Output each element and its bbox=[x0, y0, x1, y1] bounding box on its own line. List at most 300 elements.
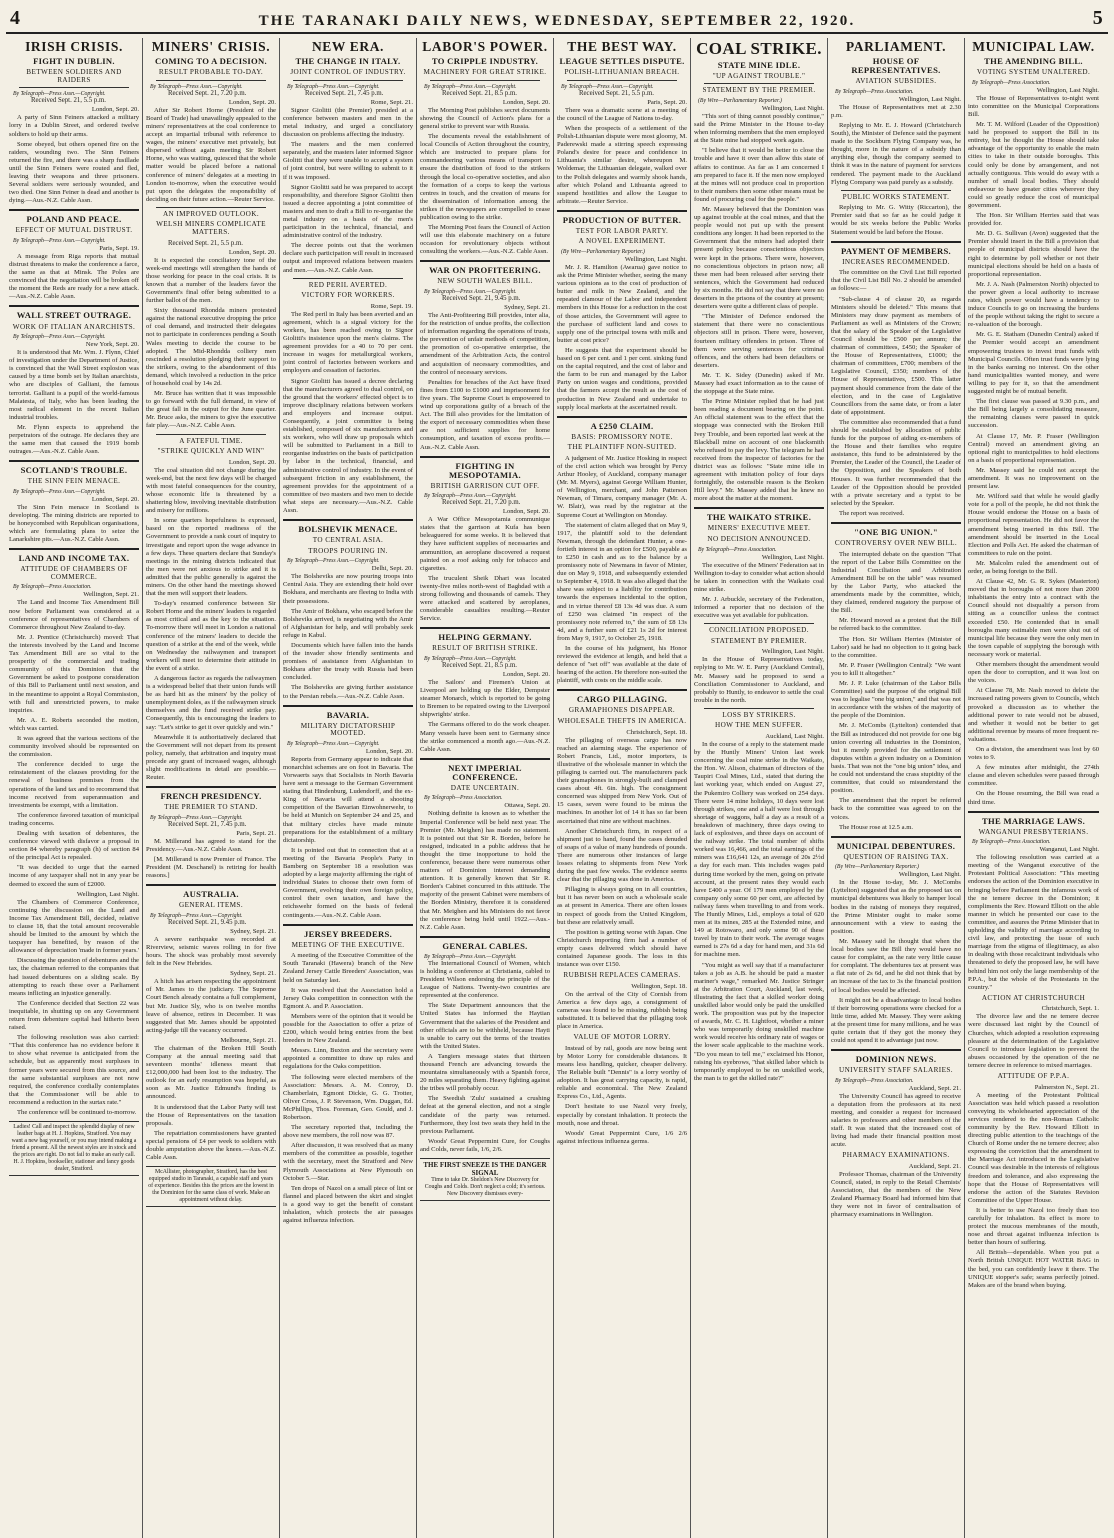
article-paragraph: The position is getting worse with Japan. One Christchurch importing firm had a number of empty cases delivered which should have contained Japanese goods. The loss in this instance was over £150. bbox=[557, 928, 687, 969]
article-paragraph: A dangerous factor as regards the railwaymen is a widespread belief that their union funds will be as hard hit as the miners' by the policy of unemployment doles, as if the railwaymen struck themselves and the fund received strike pay. Consequently, this is encouraging the leaders to say: "Let's strike to get it over quickly and win." bbox=[146, 675, 276, 731]
dateline: London, Sept. 20. bbox=[228, 248, 276, 256]
divider bbox=[831, 836, 961, 838]
article-deck: ATTITUDE OF P.P.A. bbox=[997, 1072, 1070, 1081]
byline: By Telegraph—Press Assn.—Copyright. bbox=[13, 91, 106, 98]
divider bbox=[420, 260, 550, 262]
article-paragraph: The divorce law and the ne temere decree were discussed last night by the Council of Churches, which adopted a resolution expressing pleasure at the determination of the Legislative Council to introduce legislation to prevent the abuses occasioned by the operation of the ne temere decree in reference to mixed marriages. bbox=[968, 1013, 1099, 1069]
article-paragraph: The committee on the Civil List Bill reported that the Civil List Bill No. 2 should be amended as follows:— bbox=[831, 269, 961, 293]
article-subheadline: AUSTRALIA. bbox=[183, 889, 239, 900]
article-deck: "UP AGAINST TROUBLE." bbox=[712, 71, 806, 80]
article-paragraph: There was a dramatic scene at a meeting of the council of the League of Nations to-day. bbox=[557, 106, 687, 122]
article-paragraph: The Germans offered to do the work cheaper. Many vessels have been sent to Germany since the strike commenced a month ago.—Aus.-N.Z. Cable Assn. bbox=[420, 721, 550, 753]
divider bbox=[831, 1049, 961, 1051]
article-paragraph: Mr. D. G. Sullivan (Avon) suggested that the Premier should insert in the Bill a provision that people of municipal districts should have the right to determine by poll whether or not their municipal elections should be held on a basis of proportional representation. bbox=[968, 230, 1099, 278]
article-subheadline: POLAND AND PEACE. bbox=[26, 214, 122, 225]
column-1 bbox=[6, 38, 143, 1538]
dateline: Sydney, Sept. 21. bbox=[230, 927, 276, 935]
article-paragraph: To-day's resumed conference between Sir Robert Horne and the miners' leaders is regarded as most critical and as the key to the situation. To-morrow there will meet in London a national conference of the miners' leaders to decide the question of a strike at the end of the week, while on Wednesday the railwaymen and transport workers will meet to determine their attitude in the event of a strike. bbox=[146, 600, 276, 672]
article-paragraph: The Sinn Fein menace in Scotland is developing. The mining districts are reported to be honeycombed with Republican organisations, which are formulating plans to seize the Lanarkshire pits.—Aus.-N.Z. Cable Assn. bbox=[9, 503, 139, 544]
article-paragraph: In the House to-day, Mr. J. McCombs (Lyttelton) suggested that as the proposed tax on municipal debentures was likely to hamper local bodies in the raising of moneys they required, the Prime Minister ought to make some announcement with a view to easing the position. bbox=[831, 879, 961, 935]
article-deck: PUBLIC WORKS STATEMENT. bbox=[842, 192, 950, 201]
article-paragraph: A judgment of Mr. Justice Hosking in respect of the civil action which was brought by Percy Arthur Hooley, of Auckland, company manager (Mr. M. Myers), against George William Hunter, of Wellington, merchant, and John Patterson Newman, of Timaru, company manager (Mr. A. W. Blair), was read by the registrar at the Supreme Court at Wellington on Monday. bbox=[557, 454, 687, 519]
byline: By Telegraph—Press Assn.—Copyright. bbox=[150, 83, 243, 90]
dateline: Sydney, Sept. 21. bbox=[504, 304, 550, 312]
dateline: London, Sept. 20. bbox=[365, 747, 413, 755]
article-headline: PARLIAMENT. bbox=[845, 39, 947, 54]
article-deck: GRAMAPHONES DISAPPEAR. bbox=[568, 706, 676, 715]
advertisement bbox=[9, 1121, 139, 1176]
byline: By Telegraph—Press Assn.—Copyright. bbox=[13, 488, 106, 495]
byline: By Telegraph—Press Association. bbox=[835, 1077, 914, 1084]
article-paragraph: The committee also recommended that a fund should be established by allocation of public funds for the purpose of aiding ex-members of the House and their families who require assistance, this fund to be administered by the Premier, the Leader of the Council, the Leader of the Opposition, and the Speakers of both Houses. It was further recommended that the Leader of the Opposition should be provided with a private secretary and a typist to be selected by the Speaker. bbox=[831, 418, 961, 507]
divider bbox=[557, 416, 687, 418]
dateline: Palmerston N., Sept. 21. bbox=[1034, 1083, 1099, 1091]
article-deck: STATEMENT BY THE PREMIER. bbox=[702, 86, 816, 95]
article-subheadline: THE WAIKATO STRIKE. bbox=[706, 512, 812, 523]
article-paragraph: Mr. T. K. Sidey (Dunedin) asked if Mr. Massey had exact information as to the cause of the stoppage at the State mine. bbox=[694, 371, 824, 396]
article-paragraph: "You might as well say that if a manufacturer takes a job as A.B. he should be paid a master mariner's wage," remarked Mr. Justice Stringer at the Arbitration Court, Auckland, last week, illustrating the fact that a skilled worker doing unskilled labor would only be paid the unskilled work. The proposition was put by the inspector of awards, Mr. C. H. Lightfoot, whether a miner who was temporarily doing unskilled machine work would receive his ordinary rate of wages or the lower scale applicable to the machine work. "Do you mean to tell me," exclaimed his Honor, raising his eyebrows, "that skilled labor which is temporarily employed to be on unskilled work, the man is to get the skilled rate?" bbox=[694, 961, 824, 1082]
article-paragraph: The interrupted debate on the question "That the report of the Labor Bills Committee on the Industrial Conciliation and Arbitration Amendment Bill be on the table" was resumed by the Labor Party, who attacked the amendments made by the committee, which, they claimed, rendered nugatory the purpose of the Bill. bbox=[831, 550, 961, 615]
dateline: London, Sept. 20. bbox=[502, 98, 550, 106]
dateline: Rome, Sept. 19. bbox=[370, 302, 413, 310]
dateline: Wellington, Sept. 18. bbox=[631, 982, 687, 990]
advertisement-text: Time to take Dr. Sheldon's New Discovery for Coughs and Colds. Don't neglect a cold; it's serious. New Discovery dismisses every- bbox=[424, 1177, 546, 1198]
column-2 bbox=[143, 38, 280, 1538]
dateline: Wanganui, Last Night. bbox=[1039, 846, 1099, 854]
article-paragraph: "Sub-clause 4 of clause 20, as regards Ministers should be deleted." This means that Ministers may draw payment as members of Parliament as well as Ministers of the Crown; that the salary of the Speaker of the Legislative Council should be £500 per annum; the chairman of committees, £450; the Speaker of the House of Representatives, £1000; the chairman of committees, £700; members of the Legislative Council, £350; members of the House of Representatives, £500. This latter payment should commence from the date of the election, and in the case of Legislative Councillors from the same date, or from a later date of appointment. bbox=[831, 295, 961, 416]
article-subheadline: DOMINION NEWS. bbox=[855, 1054, 937, 1065]
article-paragraph: The Hon. Sir William Herries said that was provided for. bbox=[968, 212, 1099, 228]
dateline: Wellington, Last Night. bbox=[1036, 86, 1099, 94]
article-subheadline: PAYMENT OF MEMBERS. bbox=[840, 245, 952, 256]
article-subheadline: BOLSHEVIK MENACE. bbox=[298, 524, 398, 535]
article-subheadline: THE MARRIAGE LAWS. bbox=[981, 815, 1086, 826]
column-6 bbox=[691, 38, 828, 1538]
article-paragraph: Mr. Massey believed that the Dominion was up against trouble at the coal mines, and that the people would not put up with the present conditions any longer. It had been reported to the Government that the miners had adopted their present policy because conscientious objectors were kept in the prisons. There were, however, no conscientious objectors in prison now; all these men had been released after serving their sentences, which the Government had reduced by six months. He did not say that there were no deserters in the prisons of the country at present; deserters were quite a different class of people. bbox=[694, 206, 824, 311]
article-subheadline: A £250 CLAIM. bbox=[590, 420, 654, 431]
article-deck: MACHINERY FOR GREAT STRIKE. bbox=[423, 68, 547, 77]
divider bbox=[156, 207, 266, 208]
article-paragraph: It is understood that the Labor Party will test the House of Representatives on the taxation proposals. bbox=[146, 1103, 276, 1127]
advertisement bbox=[146, 1166, 276, 1207]
dateline: Wellington, Last Night. bbox=[761, 104, 824, 112]
article-paragraph: The conference decided to urge the reinstatement of the clauses providing for the renewal of business premises from the operations of the land tax and to recommend that income received from superannuation and investments be exempt, with a limitation. bbox=[9, 761, 139, 809]
article-subheadline: "ONE BIG UNION." bbox=[854, 527, 938, 538]
article-subheadline: PRODUCTION OF BUTTER. bbox=[562, 214, 682, 225]
article-paragraph: A Tangiers message states that thirteen thousand French are advancing towards the mountains simultaneously with a Spanish force, 20 miles separating them. Heavy fighting against the tribes will probably occur. bbox=[420, 1052, 550, 1093]
article-paragraph: The House of Representatives met at 2.30 p.m. bbox=[831, 103, 961, 119]
article-subheadline: LAND AND INCOME TAX. bbox=[18, 553, 130, 564]
divider bbox=[420, 627, 550, 629]
article-paragraph: The Land and Income Tax Amendment Bill now before Parliament was considered at a conference of representatives of Chambers of Commerce throughout New Zealand to-day. bbox=[9, 599, 139, 631]
dateline: Wellington, Last Night. bbox=[761, 648, 824, 656]
dateline: Christchurch, Sept. 18. bbox=[626, 728, 687, 736]
article-paragraph: Mr. G. E. Statham (Dunedin Central) asked if the Premier would accept an amendment empowering trustees to invest trust funds with Municipal Councils. Often trust funds were lying in the banks earning no interest. On the other hand municipalities wanted money, and were willing to pay for it, so that the amendment suggested might be of mutual benefit. bbox=[968, 331, 1099, 396]
article-subheadline: FRENCH PRESIDENCY. bbox=[160, 791, 262, 802]
divider bbox=[557, 210, 687, 212]
article-subheadline: JERSEY BREEDERS. bbox=[303, 928, 393, 939]
article-paragraph: The repatriation commissioners have granted special pensions of £4 per week to soldiers with double amputation above the knees.—Aus.-N.Z. Cable Assn. bbox=[146, 1129, 276, 1162]
article-paragraph: A few minutes after midnight, the 274th clause and eleven schedules were passed through committee. bbox=[968, 764, 1099, 788]
article-subheadline: LEAGUE SETTLES DISPUTE. bbox=[559, 56, 685, 67]
article-paragraph: "This sort of thing cannot possibly continue," said the Prime Minister in the House to-day when informing members that the men employed at the State mine had stopped work again. bbox=[694, 112, 825, 145]
article-paragraph: The conference favored taxation of municipal trading concerns. bbox=[9, 811, 139, 827]
article-deck: CONTROVERSY OVER NEW BILL. bbox=[834, 539, 958, 548]
byline: By Telegraph—Press Association. bbox=[424, 795, 503, 802]
article-deck: MILITARY DICTATORSHIP MOOTED. bbox=[300, 721, 396, 738]
article-paragraph: The House rose at 12.5 a.m. bbox=[839, 823, 913, 831]
article-subheadline: TO CRIPPLE INDUSTRY. bbox=[431, 56, 539, 67]
divider bbox=[156, 434, 266, 435]
article-subheadline: HOUSE OF REPRESENTATIVES. bbox=[851, 56, 941, 76]
article-paragraph: The truculent Sheik Dhari was located twenty-five miles north-west of Baghdad with a strong following and thousands of camels. They were attacked and scattered by aeroplanes, considerable casualties resulting.—Reuter Service. bbox=[420, 574, 550, 623]
article-paragraph: Mr. Wilford said that while he would gladly vote for a poll of the people, he did not think the House would endorse the House on a basis of proportional representation. He did not favor the amendment being inserted in this Bill. The amendment should be inserted in the Local Election and Polls Act. He asked the chairman of committees to rule on the point. bbox=[968, 493, 1099, 557]
divider bbox=[293, 278, 403, 279]
byline: By Telegraph—Press Assn.—Copyright. bbox=[150, 912, 243, 919]
article-paragraph: It might not be a disadvantage to local bodies if their borrowing operations were checked for a little time, added Mr. Massey. They were asking at the present time for many millions, and he was quite certain that if they got the money they could not spend it to advantage just now. bbox=[831, 996, 962, 1045]
article-paragraph: Nothing definite is known as to whether the Imperial Conference will be held next year. The Premier (Mr. Meighen) has made no statement. It is pointed out that Sir R. Borden, before he resigned, indicated in a public address that he thought the time inopportune to hold the conference, because there were numerous other matters of Dominion interest demanding attention. It is generally known that Sir R. Borden's Cabinet concurred in this attitude. The majority of the present Cabinet were members of the Borden Ministry, therefore it is considered that Mr. Meighen and his Ministers do not favor the conference being held until 1922.—Aus.-N.Z. Cable Assn. bbox=[420, 810, 550, 931]
article-paragraph: M. Millerand has agreed to stand for the Presidency.—Aus.-N.Z. Cable Assn. bbox=[146, 837, 276, 853]
divider bbox=[704, 623, 814, 624]
article-paragraph: Mr. J. McCombs (Lyttelton) contended that the Bill as introduced did not provide for one big union covering all industries in the Dominion, but it merely provided for the settlement of disputes within a given industry on a Dominion basis. That was not the "one big union" idea, and he could not understand the crass stupidity of the committee, that could so misunderstand the position. bbox=[831, 722, 961, 795]
divider bbox=[694, 507, 824, 509]
article-paragraph: The report was received. bbox=[839, 509, 905, 517]
article-paragraph: The following were elected members of the Association: Messrs. A. M. Conroy, D. Chamberlain, Egmont Dickie, G. G. Trotter, Oliver Cross, J. P. Stevenson, Wm. Duggan, Ed. McPhillips, Thos. Foreman, Geo. Gould, and J. Robertson. bbox=[283, 1073, 413, 1122]
article-paragraph: A severe earthquake was recorded at Riverview, seismic waves rolling in for five hours. The shock was probably most severely felt in the New Hebrides. bbox=[146, 935, 276, 968]
article-deck: UNIVERSITY STAFF SALARIES. bbox=[839, 1066, 953, 1075]
masthead bbox=[6, 6, 1108, 34]
article-deck: ATTITUDE OF CHAMBERS OF COMMERCE. bbox=[20, 565, 128, 581]
byline: By Telegraph—Press Assn.—Copyright. bbox=[150, 814, 243, 821]
article-deck: INCREASES RECOMMENDED. bbox=[842, 257, 950, 266]
article-subheadline: WALL STREET OUTRAGE. bbox=[16, 310, 132, 321]
article-deck: GENERAL ITEMS. bbox=[178, 901, 244, 910]
received-line: Received Sept. 21, 7.45 p.m. bbox=[168, 820, 247, 828]
dateline: Wellington, Last Night. bbox=[898, 95, 961, 103]
byline: By Telegraph—Press Assn.—Copyright. bbox=[424, 953, 517, 960]
byline: By Telegraph—Press Assn.—Copyright. bbox=[13, 237, 106, 244]
byline: By Telegraph—Press Assn.—Copyright. bbox=[424, 493, 517, 500]
article-paragraph: The Hon. Sir William Herries (Minister of Labor) said he had no objection to it going back to the committee. bbox=[831, 635, 961, 659]
article-paragraph: The University Council has agreed to receive a deputation from the professors at its next meeting, and consider a request for increased salaries to professors and other members of the staff. It was stated that the increased cost of living had made their financial position most acute. bbox=[831, 1092, 961, 1149]
article-paragraph: Mr. T. M. Wilford (Leader of the Opposition) said he proposed to support the Bill in its entirety, but he thought the House should take advantage of the opportunity to enable the main cities to take in their outside boroughs. This could only be done by arrangement, and not actually contiguous. This would do away with a number of small local bodies. They should endeavour to have greater cities wherever they could so greatly reduce the cost of municipal government. bbox=[968, 121, 1099, 209]
article-deck: LOSS BY STRIKERS. bbox=[722, 710, 796, 719]
advertisement-text: McAllister, photographer, Stratford, has the best equipped studio in Taranaki, a capable staff and years of experience. Besides this the prices are the lowest in the Dominion for the same class of work. Make an appointment without delay. bbox=[148, 1169, 274, 1204]
article-paragraph: It was agreed that the various sections of the community involved should be represented on the commission. bbox=[9, 734, 139, 759]
article-headline: MINERS' CRISIS. bbox=[151, 39, 271, 54]
divider bbox=[283, 924, 413, 926]
article-subheadline: COMING TO A DECISION. bbox=[155, 56, 267, 67]
article-paragraph: The conference will be continued to-morrow. bbox=[17, 1109, 137, 1116]
received-line: Received Sept. 21, 8.5 p.m. bbox=[442, 89, 517, 97]
article-deck: WELSH MINERS COMPLICATE MATTERS. bbox=[156, 220, 266, 236]
article-deck: RUBBISH REPLACES CAMERAS. bbox=[563, 971, 681, 980]
article-paragraph: The executive of the Miners' Federation sat in Wellington to-day to consider what action should be taken in connection with the Waikato coal mine strike. bbox=[694, 561, 824, 593]
dateline: Wellington, Last Night. bbox=[761, 553, 824, 561]
article-deck: DATE UNCERTAIN. bbox=[450, 783, 520, 792]
article-paragraph: Documents which have fallen into the hands of the invader show friendly sentiments and promises of assistance from Afghanistan to Bokhara after the treaty with Russia had been concluded. bbox=[283, 641, 413, 682]
article-paragraph: The State Department announces that the United States has informed the Haytian Government that the salaries of the President and other officials are to be withheld, because Hayti is unable to carry out the terms of the treaties with the United States. bbox=[420, 1002, 550, 1050]
column-7 bbox=[828, 38, 965, 1538]
article-deck: TROOPS POURING IN. bbox=[308, 546, 388, 555]
received-line: Received Sept. 21, 7.45 p.m. bbox=[305, 89, 384, 97]
received-line: Received Sept. 21, 5.5 p.m. bbox=[31, 97, 106, 105]
article-paragraph: Mr. A. E. Roberts seconded the motion, which was carried. bbox=[9, 716, 139, 732]
article-paragraph: Pillaging is always going on in all countries, but it has never been on such a wholesale scale as at present in America. There are often losses in respect of goods from the United Kingdom, but these are relatively small. bbox=[557, 886, 687, 926]
article-paragraph: In the course of a reply to the statement made by the Huntly Miners' Union last week concerning the coal mine strike in the Waikato, the Hon. W. Alison, chairman of directors of the Taupiri Coal Mines, Ltd., stated that during the last working year, which ended on August 27, the Pukemiro Colliery was worked on 254 days. There were 14 mine holidays, 10 days were lost through strikes, one and a half were lost through shortage of waggons, half a day as a result of a breakdown of machinery, three days owing to lack of explosives, and three days on account of the railway strike. The total number of shifts worked was 16,466, and the total earnings of the miners was £16,641 12s, an average of 20s 2½d a day for each man. This includes wages paid during time worked by the men, going on private account, at the present rates they would each have £400 a year. Of 179 men employed by the company only some 60 per cent, are affected by railway fares when travelling to and from work. The Huntly Mines, Ltd., employs a total of 620 men at its mines, 285 at the Extended mine, and 149 at Rotowaro, and only some 90 of these travel by train to their work. The average wages earned is 27s 6d a day for hand men, and 31s 6d for machine men. bbox=[694, 741, 824, 959]
dateline: Wellington, Sept. 21. bbox=[83, 591, 139, 599]
article-paragraph: Signor Giolitti has issued a decree declaring that the manufacturers agreed to dual control, on the ground that the workers' effected object is to improve disciplinary relations between workers and employers and increase output. Consequently, a joint committee is being established, composed of six manufacturers and six workers, who will draw up proposals which will be submitted to Parliament in a Bill to reorganise industries on the basis of participation by labor in the technical, financial, and administrative control of industry. In the event of subsequent friction in any establishment, the agreement provides for the appointment of a committee of two masters and two men to decide what steps are necessary.—Aus.-N.Z. Cable Assn. bbox=[283, 377, 413, 514]
divider bbox=[156, 80, 266, 81]
article-subheadline: CARGO PILLAGING. bbox=[576, 694, 668, 705]
dateline: Ottawa, Sept. 20. bbox=[504, 802, 550, 810]
article-subheadline: HELPING GERMANY. bbox=[438, 632, 532, 643]
columns-container bbox=[6, 38, 1108, 1538]
divider bbox=[9, 460, 139, 462]
article-headline: COAL STRIKE. bbox=[696, 39, 822, 58]
article-paragraph: Reports from Germany appear to indicate that monarchist schemes are on foot in Bavaria. The Vorwaerts says that Socialists in North Bavaria have sent a message to the German Government stating that Hindenburg, Ludendorff, and the ex-King of Bavaria will attend a shooting competition of the Bavarian Einwohnerwehr, to be held at Munich on September 24 and 25, and that military circles have made minute preparations for the establishment of a military dictatorship. bbox=[283, 755, 413, 844]
article-deck: AN IMPROVED OUTLOOK. bbox=[162, 209, 260, 218]
article-paragraph: The Bolsheviks are giving further assistance to the Persian rebels.—Aus.-N.Z. Cable Assn. bbox=[283, 684, 413, 700]
article-paragraph: A message from Riga reports that mutual distrust threatens to make the conference a farce, the same as that at Minsk. The Poles are convinced that the negotiation will be broken off the moment the Reds are ready for a new attack.—Aus.-N.Z. Cable Assn. bbox=[9, 252, 139, 301]
byline: By Telegraph—Press Association. bbox=[835, 88, 914, 95]
article-deck: VICTORY FOR WORKERS. bbox=[301, 291, 395, 300]
dateline: New York, Sept. 20. bbox=[85, 341, 139, 349]
article-deck: RED PERIL AVERTED. bbox=[308, 280, 388, 289]
article-deck: PHARMACY EXAMINATIONS. bbox=[842, 1151, 950, 1160]
divider bbox=[557, 689, 687, 691]
article-headline: NEW ERA. bbox=[311, 39, 385, 54]
dateline: Paris, Sept. 19. bbox=[99, 244, 139, 252]
article-paragraph: Members were of the opinion that it would be possible for the Association to offer a prize of £200, which would bring entries from the best breeders in New Zealand. bbox=[283, 1012, 413, 1045]
divider bbox=[283, 705, 413, 707]
article-deck: NO DECISION ANNOUNCED. bbox=[707, 534, 811, 543]
article-paragraph: Instead of by rail, goods are now being sent by Motor Lorry for considerable distances. It means less handling, quicker, cheaper delivery. The Reliable built "Dennis" is a lorry worthy of adoption. It has great carrying capacity, is rapid, reliable and economical. The New Zealand Express Co., Ltd., Agents. bbox=[557, 1044, 687, 1101]
dateline: London, Sept. 20. bbox=[91, 495, 139, 503]
article-paragraph: The following resolution was also carried: "That this conference has no evidence before it to show what revenue is anticipated from the schedule, but as apparently most surpluses in former years were secured from this source, and the same substantial surpluses are not now required, the conference cordially contemplates that the Commissioner will be able to recommend a reduction in the surtax rate." bbox=[9, 1034, 139, 1106]
divider bbox=[831, 522, 961, 524]
dateline: London, Sept. 20. bbox=[228, 98, 276, 106]
article-paragraph: The coal situation did not change during the week-end, but the next few days will be charged with most fateful consequences for the country, whose economic life is threatened by a shattering blow, involving inevitable distribution and misery for millions. bbox=[146, 466, 276, 515]
received-line: Received Sept. 21, 5.5 p.m. bbox=[579, 89, 654, 97]
article-paragraph: Discussing the question of debentures and the tax, the chairman referred to the companies that had issued debentures on a sliding scale. By attempting to reach these over a Parliament means inflicting an injustice generally. bbox=[9, 957, 139, 997]
article-paragraph: The documents reveal the establishment of local Councils of Action throughout the country, which are instructed to prepare plans for commandeering various means of transport to ensure the distribution of food to the strikers through the local co-operative societies, and also the formation of a corps to keep the various centres in touch, and the creation of means for the dissemination of information among the strikes if the newspapers are compelled to cease publication owing to the strike. bbox=[420, 133, 550, 221]
advertisement-text: Ladies! Call and inspect the splendid display of new leather bags at H. J. Hopkins, Stratford. You may want a new bag yourself, or you may intend making a friend a present. All the newest styles are in stock and the prices are right. Do not fail to make an early call. H. J. Hopkins, bookseller, stationer and fancy goods dealer, Stratford. bbox=[11, 1124, 137, 1173]
column-8 bbox=[965, 38, 1102, 1538]
dateline: Wellington, Last Night. bbox=[898, 871, 961, 879]
article-paragraph: On the arrival of the City of Cornish from America a few days ago, a consignment of cameras was found to be missing, rubbish being substituted. It is believed that the pillaging took place in America. bbox=[557, 990, 687, 1031]
article-deck: "STRIKE QUICKLY AND WIN" bbox=[157, 447, 265, 456]
article-paragraph: When the prospects of a settlement of the Polish-Lithuanian dispute were most gloomy, M. Paderewski made a stirring speech expressing Poland's desire for peace and confidence in Lithuania's similar desire, whereupon M. Woldemar, the Lithuanian delegate, walked over to the Polish delegates and warmly shook hands, after which Poland and Lithuania agreed to suspend hostilities and allow the League to arbitrate.—Reuter Service. bbox=[557, 124, 687, 205]
article-deck: BRITISH GARRISON CUT OFF. bbox=[430, 481, 540, 490]
article-subheadline: BAVARIA. bbox=[326, 709, 370, 720]
article-paragraph: "The Minister of Defence endorsed the statement that there were no conscientious objectors still in prison. There were, however, fourteen military offenders in prison. Three of them were serving sentences for criminal offences, and the others had been defaulters or deserters. bbox=[694, 313, 824, 369]
received-line: Received Sept. 21, 9.45 p.m. bbox=[442, 295, 521, 303]
article-paragraph: Messrs. Linn, Buxton and the secretary were appointed a committee to draw up rules and regulations for the Oaks competition. bbox=[283, 1047, 413, 1071]
article-deck: CONCILIATION PROPOSED. bbox=[709, 626, 809, 635]
article-paragraph: Mr. J. Arbuckle, secretary of the Federation, informed a reporter that no decision of the executive was yet available for publication. bbox=[694, 595, 824, 620]
article-deck: WANGANUI PRESBYTERIANS. bbox=[978, 827, 1089, 836]
article-paragraph: Signor Giolitti (the Premier) presided at a conference between masters and men in the metal industry, and urged a conciliatory discussion on problems affecting the industry. bbox=[283, 106, 413, 139]
masthead-title: THE TARANAKI DAILY NEWS, WEDNESDAY, SEPTEMBER 22, 1920. bbox=[258, 13, 856, 29]
byline: By Telegraph—Press Assn.—Copyright. bbox=[287, 740, 380, 747]
divider bbox=[968, 811, 1099, 813]
article-paragraph: Replying to Mr. G. Witty (Riccarton), the Premier said that so far as he could judge it would be six weeks before the Public Works Statement would be laid before the House. bbox=[831, 204, 961, 236]
article-subheadline: THE CHANGE IN ITALY. bbox=[295, 56, 401, 67]
article-paragraph: The Prime Minister replied that he had just been reading a document bearing on the point. An official statement was to the effect that the stoppage was connected with the Broken Hill Ivey Trouble, and been reported last week at the Blackball mine on account of one blacksmith who refused to pay the levy. The telegram he had received from the inspector of factories for the district was as follows: "State mine idle in agreement with imitation policy of four days fortnightly, the ostensible reason is the Broken Hill levy." Mr. Massey added that he knew no more about the matter at the moment. bbox=[694, 398, 824, 503]
byline: By Telegraph—Press Assn.—Copyright. bbox=[424, 656, 517, 662]
article-deck: MEETING OF THE EXECUTIVE. bbox=[291, 940, 405, 949]
byline: By Telegraph—Press Association. bbox=[972, 839, 1051, 846]
dateline: Melbourne, Sept. 21. bbox=[220, 1036, 276, 1044]
received-line: Received Sept. 21, 5.5 p.m. bbox=[168, 239, 243, 247]
article-paragraph: Woods' Great Peppermint Cure, for Coughs and Colds, never fails, 1/6, 2/6. bbox=[420, 1137, 550, 1153]
byline: (By Wire—Parliamentary Reporter.) bbox=[698, 97, 782, 104]
article-paragraph: The International Council of Women, which is holding a conference at Christiania, cabled to President Wilson endorsing the principle of the League of Nations. Twenty-two countries are represented at the conference. bbox=[420, 959, 550, 1000]
page-number: 5 bbox=[1092, 7, 1104, 29]
article-deck: TEST FOR LABOR PARTY. bbox=[575, 226, 669, 235]
article-paragraph: The Sailors' and Firemen's Union at Liverpool are holding up the Elder, Dempster steamer Monarch, which is reported to be going to Bremen to be repaired owing to the Liverpool shipwrights' strike. bbox=[420, 679, 550, 719]
article-paragraph: Mr. P. Fraser (Wellington Central): "We want you to kill it altogether." bbox=[831, 661, 961, 677]
divider bbox=[9, 548, 139, 550]
article-paragraph: The Conference decided that Section 22 was inequitable, in shutting up on any Government return from debenture capital had hitherto been raised. bbox=[9, 999, 139, 1032]
article-paragraph: The Anti-Profiteering Bill provides, inter alia, for the restriction of undue profits, the collection of information regarding the operations of trusts, the prevention of unfair methods of competition, the promotion of co-operative enterprise, the amendment of the Arbitration Acts, the control and acquisition of necessary commodities, and the control of necessary services. bbox=[420, 312, 550, 376]
article-paragraph: The pillaging of overseas cargo has now reached an alarming stage. The experience of Robert Francis, Ltd., motor importers, is illustrative of the wholesale manner in which the pillaging is carried out. The manufacturers pack their gramaphones in strongly-built and clamped cases about 4ft. 6in. high. The consignment concerned was shipped from New York. Out of 15 cases, seven were found to be minus the machines. In another lot of 14 it has so far been ascertained that nine are without machines. bbox=[557, 736, 687, 825]
byline: By Telegraph—Press Assn.—Copyright. bbox=[13, 334, 106, 341]
divider bbox=[420, 456, 550, 458]
article-paragraph: The House of Representatives to-night went into committee on the Municipal Corporations Bill. bbox=[968, 94, 1099, 118]
article-paragraph: Meanwhile it is authoritatively declared that the Government will not depart from its present policy, namely, that arbitration and inquiry must precede any grant of increased wages, although slight modifications in detail are possible.—Reuter. bbox=[146, 733, 276, 782]
article-paragraph: A hitch has arisen respecting the appointment of Mr. James to the judiciary. The Supreme Court Bench already contains a full complement, but Mr. Justice Sly, who is on twelve months leave of absence, retires in December. It was suggested that Mr. James should be appointed acting-judge till the vacancy occurred. bbox=[146, 978, 276, 1034]
article-paragraph: It is better to use Nazol too freely than too carefully for inhalation. Its effect is more to protect the mucous membranes of the mouth, nose and throat against influenza infection is better than hours of suffering. bbox=[968, 1206, 1099, 1247]
received-line: Received Sept. 21, 7.20 p.m. bbox=[442, 499, 521, 507]
masthead-left-number: 4 bbox=[10, 7, 22, 29]
article-deck: RESULT PROBABLE TO-DAY. bbox=[158, 68, 264, 77]
article-paragraph: After Sir Robert Horne (President of the Board of Trade) had unavailingly appealed to the miners' representatives at the coal conference to accept an impartial tribunal with reference to wages, the miners' executive met privately, but dispersed without again meeting Sir Robert Horne, who was waiting, quiesced that the whole matter would be placed before a national conference of miners' delegates at a meeting in London to-morrow, when the executive would put upon the delegates the responsibility of deciding on their future action.—Reuter Service. bbox=[146, 106, 276, 203]
divider bbox=[9, 305, 139, 307]
article-paragraph: All British—dependable. When you put a North British UNIQUE HOT WATER BAG in the bed, you can confidently leave it there. The UNIQUE stopper's safe; seams perfectly joined. Makes are of the brand when buying. bbox=[968, 1249, 1099, 1289]
article-deck: POLISH-LITHUANIAN BREACH. bbox=[564, 68, 680, 77]
advertisement bbox=[420, 1158, 550, 1201]
article-paragraph: The decree points out that the workmen declare such participation will result in increased output and improved relations between masters and men.—Aus.-N.Z. Cable Assn. bbox=[283, 242, 413, 274]
article-paragraph: The secretary reported that, including the above new members, the roll now was 87. bbox=[283, 1124, 413, 1140]
article-subheadline: FIGHT IN DUBLIN. bbox=[33, 56, 115, 67]
received-line: Received Sept. 21, 9.45 p.m. bbox=[168, 918, 247, 926]
article-deck: TO CENTRAL ASIA. bbox=[312, 536, 384, 545]
article-headline: IRISH CRISIS. bbox=[25, 39, 123, 54]
article-paragraph: A War Office Mesopotamia communique states that the garrison at Kufa has been beleaguered for some weeks. It is believed that they have sufficient supplies of necessaries and ammunition, an aeroplane discovered a request painted on a roof asking only for tobacco and cigarettes. bbox=[420, 516, 550, 572]
article-deck: THE PLAINTIFF NON-SUITED. bbox=[567, 443, 677, 452]
dateline: Christchurch, Sept. 1. bbox=[1041, 1005, 1099, 1013]
article-paragraph: Ten drops of Nazol on a small piece of lint or flannel and placed between the skirt and singlet is a good way to get the benefit of constant inhalation, which protects the air passages against influenza infection. bbox=[283, 1184, 413, 1225]
article-deck: JOINT CONTROL OF INDUSTRY. bbox=[290, 68, 406, 77]
byline: By Telegraph—Press Assn.—Copyright. bbox=[561, 83, 654, 90]
dateline: Auckland, Sept. 21. bbox=[908, 1162, 961, 1170]
article-deck: THE PREMIER TO STAND. bbox=[164, 803, 258, 812]
advertisement-heading: THE FIRST SNEEZE IS THE DANGER SIGNAL bbox=[423, 1161, 547, 1178]
article-paragraph: The Morning Post fears the Council of Action will use this elaborate machinery on a future occasion for revolutionary objects without consulting the workers.—Aus.-N.Z. Cable Assn. bbox=[420, 224, 550, 256]
article-paragraph: He suggests that the experiment should be based on 6 per cent. and 1 per cent. sinking fund on the capital required, and the cost of labor and the farm to be run and managed by the Labor Party on union wages and conditions, provided that the farmers accept the result as the cost of production in New Zealand and undertake to supply local markets at the ascertained result. bbox=[557, 346, 687, 411]
dateline: London, Sept. 20. bbox=[228, 458, 276, 466]
article-deck: AVIATION SUBSIDIES. bbox=[855, 77, 937, 86]
article-paragraph: Mr. Malcolm ruled the amendment out of order, as being foreign to the Bill. bbox=[968, 559, 1099, 575]
article-paragraph: It was resolved that the Association hold a Jersey Oaks competition in connection with the Egmont A. and P. Association. bbox=[283, 986, 413, 1010]
article-paragraph: The Chambers of Commerce Conference, continuing the discussion on the Land and Income Tax Amendment Bill, decided, relative to clause 18, that the total amount recoverable should be limited to the amount by which the taxpayer has benefited, by reason of the allowance of depreciation 'made in former years.' bbox=[9, 898, 139, 955]
byline: By Telegraph—Press Association. bbox=[972, 79, 1051, 86]
article-paragraph: After discussion, it was resolved that as many members of the committee as possible, together with the secretary, meet the Stratford and New Plymouth Associations at New Plymouth on October 5.—Star. bbox=[283, 1142, 413, 1182]
dateline: Wellington, Last Night. bbox=[624, 256, 687, 264]
article-paragraph: On the House resuming, the Bill was read a third time. bbox=[968, 790, 1099, 806]
article-deck: HOW THE MEN SUFFER. bbox=[714, 721, 803, 730]
received-line: Received Sept. 21, 8.5 p.m. bbox=[442, 662, 517, 669]
article-paragraph: Mr. Massey said he could not accept the amendment. It was no improvement on the present law. bbox=[968, 466, 1099, 491]
article-paragraph: Penalties for breaches of the Act have fixed fines from £100 to £1000 and imprisonment for five years. The Supreme Court is empowered to wind up corporations guilty of a breach of the Act. The Bill also provides for the limitation of the export of necessary commodities when these are not sufficient supplies for home consumption, and taxation of excess profits.—Aus.-N.Z. Cable Assn. bbox=[420, 378, 550, 451]
article-paragraph: Mr. J. R. Hamilton (Awarua) gave notice to ask the Prime Minister whether, seeing the many various opinions as to the cost of production of butter and milk in New Zealand, and the repeated clamour of the Labor and independent members in this House for a reduction in the cost of those articles, the Government will agree to the purchase of sufficient land and cows to supply one of the principal towns with milk and butter at cost price? bbox=[557, 264, 687, 344]
article-paragraph: In some quarters hopefulness is expressed, based on the reported readiness of the Government to provide a rank court of inquiry to investigate and report upon the wage advance in a few days. These quarters declare that Sunday's meetings in the mining districts indicated that the men were not anxious to strike and it is admitted that the public generally is against the miners. On the other hand the meetings showed that the men will support their leaders. bbox=[146, 517, 276, 598]
article-deck: STATEMENT BY PREMIER. bbox=[711, 636, 807, 645]
article-paragraph: "I believe that it would be better to close the trouble and have it over than allow this state of affairs to continue. As far as I am concerned I am prepared to face it. If the men now employed at the mines will not produce coal in proportion to their numbers then some other means must be found of procuring coal for the people." bbox=[694, 147, 824, 203]
article-paragraph: Signor Giolitti said he was prepared to accept responsibility, and therefore Signor Giolitti then issued a decree appointing a joint committee of masters and men to draft a Bill to re-organise the metal industry on a basis of the men's participation in the technical, financial, and administrative control of the industry. bbox=[283, 183, 413, 240]
article-deck: NEW SOUTH WALES BILL. bbox=[437, 277, 533, 286]
article-paragraph: It is pointed out that in connection that at a meeting of the Bavaria People's Party in Bamberg on September 18 a resolution was adopted by a large majority affirming the right of individual States to choose their own form of Government, evolving their own foreign policy, control their own taxation, and have the reichswehr formed on the basis of federal contingents.—Aus.-N.Z. Cable Assn. bbox=[283, 846, 413, 919]
divider bbox=[283, 519, 413, 521]
article-deck: WORK OF ITALIAN ANARCHISTS. bbox=[12, 322, 136, 331]
article-headline: MUNICIPAL LAW. bbox=[972, 39, 1095, 54]
dateline: Rome, Sept. 21. bbox=[370, 98, 413, 106]
byline: By Telegraph—Press Association. bbox=[13, 584, 92, 591]
article-deck: QUESTION OF RAISING TAX. bbox=[843, 852, 949, 861]
article-paragraph: Mr. Flynn expects to apprehend the perpetrators of the outrage. He declares they are the same men that caused the 1919 bomb outrages.—Aus.-N.Z. Cable Assn. bbox=[9, 423, 139, 456]
divider bbox=[9, 209, 139, 211]
article-paragraph: Sixty thousand Rhondda miners protested against the national executive dropping the price of coal demand, and instructed their delegates not to participate in conferences pending a South Wales meeting to decide the course to be adopted. The Mid-Rhondda colliery men rescinded a resolution pledging their support to the strikers, owing to the abandonment of this demand, which involved a reduction in the price of household coal by 14s 2d. bbox=[146, 307, 276, 387]
article-deck: RESULT OF BRITISH STRIKE. bbox=[432, 644, 538, 653]
article-subheadline: NEXT IMPERIAL CONFERENCE. bbox=[448, 762, 522, 782]
divider bbox=[146, 884, 276, 886]
dateline: London, Sept. 20. bbox=[502, 671, 550, 678]
received-line: Received Sept. 21, 7.20 p.m. bbox=[168, 89, 247, 97]
article-deck: BASIS: PROMISSORY NOTE. bbox=[571, 432, 673, 441]
article-paragraph: Mr. J. A. Nash (Palmerston North) objected to the power given a local authority to increase rates, which power would have a tendency to induce Councils to go on increasing the burdens of the people without taking the right to secure a re-valuation of the borough. bbox=[968, 280, 1099, 329]
article-deck: VALUE OF MOTOR LORRY. bbox=[573, 1033, 671, 1042]
article-paragraph: Dealing with taxation of debentures, the conference viewed with disfavor a proposal in section 84 whereby paragraph (h) of section 84 of the principal Act is repealed. bbox=[9, 830, 139, 862]
byline: By Telegraph—Press Assn.—Copyright. bbox=[424, 289, 517, 296]
dateline: Auckland, Last Night. bbox=[765, 733, 824, 740]
byline: By Telegraph—Press Assn.—Copyright. bbox=[287, 83, 380, 90]
article-paragraph: Mr. Bruce has written that it was impossible to go forward with the full demand, in view of the great fall in the output for the June quarter. Mr. Bruce asks, the miners to give the executive fair play.—Aus.-N.Z. Cable Assn. bbox=[146, 390, 276, 430]
byline: By Telegraph—Press Assn.—Copyright. bbox=[287, 558, 380, 565]
article-paragraph: The Bolsheviks are now pouring troops into Central Asia. They are extending their hold over Bokhara, and merchants are fleeing to India with their possessions. bbox=[283, 573, 413, 605]
divider bbox=[420, 936, 550, 938]
article-paragraph: At Clause 78, Mr. Nash moved to delete the increased rating powers given to Councils, which provoked a discussion as to whether the additional power to rate would not be abused, and whether it would not be better to get additional revenue by means of more frequent re-valuations. bbox=[968, 687, 1099, 743]
article-paragraph: The chairman of the Broken Hill South Company at the annual meeting said that seventeen months' idleness meant that £12,000,000 had been lost to the industry. The outlook for an early resumption was hopeful, as soon as Mr. Justice Edmund's finding is announced. bbox=[146, 1044, 276, 1101]
article-headline: THE BEST WAY. bbox=[567, 39, 677, 54]
article-paragraph: A party of Sinn Feiners attacked a military lorry in a Dublin Street, and ordered twelve soldiers to hold up their arms. bbox=[9, 114, 139, 138]
divider bbox=[146, 786, 276, 788]
article-deck: THE SINN FEIN MENACE. bbox=[27, 477, 121, 486]
article-headline: LABOR'S POWER. bbox=[422, 39, 548, 54]
article-subheadline: SCOTLAND'S TROUBLE. bbox=[20, 465, 128, 476]
article-deck: ACTION AT CHRISTCHURCH bbox=[981, 993, 1086, 1002]
article-paragraph: In the course of his judgment, his Honor reviewed the evidence at length, and held that a defence of "set off" was available at the date of hearing of the action. He therefore non-suited the plaintiff, with costs on the middle scale. bbox=[557, 645, 687, 685]
article-paragraph: It is expected the conciliatory tone of the week-end meetings will strengthen the hands of those working for peace in the coal crisis. It is known that a number of the leaders favor the Government's final offer being submitted to a further ballot of the men. bbox=[146, 256, 276, 305]
article-paragraph: The Red peril in Italy has been averted and an agreement, which is a signal victory for the workers, has been reached owing to Signor Giolitti's insistence upon the men's claims. The agreement provides for a 40 to 70 per cent. increase in wages for metallurgical workers, joint control of factories between workers and employers and cessation of factories. bbox=[283, 310, 413, 375]
article-paragraph: Other members thought the amendment would open the door to corruption, and it was lost on the voices. bbox=[968, 661, 1099, 685]
article-paragraph: The Swedish 'Zulu' sustained a crushing defeat at the general election, and not a single candidate of the party was returned. Furthermore, they lost two seats they held in the previous Parliament. bbox=[420, 1095, 550, 1135]
byline: (By Wire—Parliamentary Reporter.) bbox=[835, 864, 919, 871]
article-deck: VOTING SYSTEM UNALTERED. bbox=[976, 68, 1091, 77]
dateline: Auckland, Sept. 21. bbox=[908, 1084, 961, 1092]
article-paragraph: Don't hesitate to use Nazol very freely, especially by constant inhalation. It protects the mouth, nose and throat. bbox=[557, 1103, 687, 1127]
